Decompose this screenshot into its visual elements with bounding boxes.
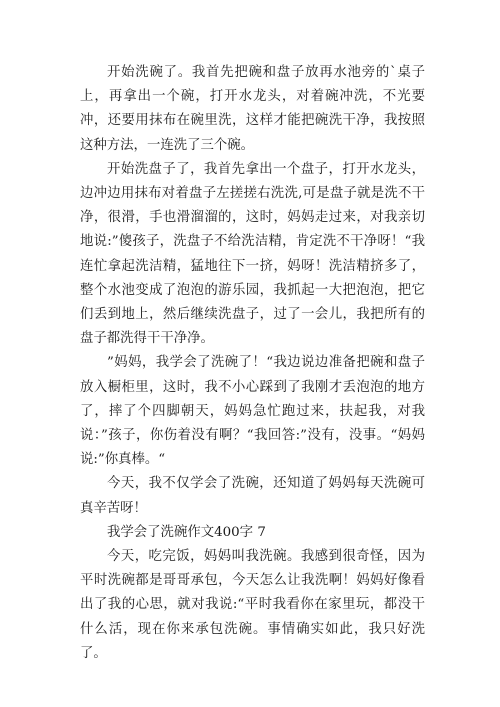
paragraph-wash-plates: 开始洗盘子了，我首先拿出一个盘子，打开水龙头，边冲边用抹布对着盘子左搓搓右洗洗,可是盘子就是洗不干净，很滑，手也滑溜溜的，这时，妈妈走过来，对我亲切地说:”傻孩子，洗盘子不给洗洁精，肯定洗不干净呀！“我连忙拿起洗洁精，猛地往下一挤，妈呀！洗洁精挤多了，整个水池变成了泡泡的游乐园，我抓起一大把泡泡，把它们丢到地上，然后继续洗盘子，过了一会儿，我把所有的盘子都洗得干干净净。 <box>80 161 425 347</box>
paragraph-learned-and-fell: ”妈妈，我学会了洗碗了！“我边说边准备把碗和盘子放入橱柜里，这时，我不小心踩到了我刚才丢泡泡的地方了，摔了个四脚朝天，妈妈急忙跑过来，扶起我，对我说：”孩子，你伤着没有啊？“我回答:”没有，没事。“妈妈说:”你真棒。“ <box>80 355 425 468</box>
essay-heading: 我学会了洗碗作文400字 7 <box>107 524 266 540</box>
paragraph-conclusion: 今天，我不仅学会了洗碗，还知道了妈妈每天洗碗可真辛苦呀！ <box>80 476 425 516</box>
paragraph-essay-7-start: 今天，吃完饭，妈妈叫我洗碗。我感到很奇怪，因为平时洗碗都是哥哥承包，今天怎么让我洗啊！妈妈好像看出了我的心思，就对我说:“平时我看你在家里玩，都没干什么活，现在你来承包洗碗。事情确实如此，我只好洗了。 <box>80 549 425 661</box>
document-body <box>80 61 425 666</box>
paragraph-wash-bowls: 开始洗碗了。我首先把碗和盘子放再水池旁的`桌子上，再拿出一个碗，打开水龙头，对着碗冲洗，不光要冲，还要用抹布在碗里洗，这样才能把碗洗干净，我按照这种方法，一连洗了三个碗。 <box>80 65 425 153</box>
